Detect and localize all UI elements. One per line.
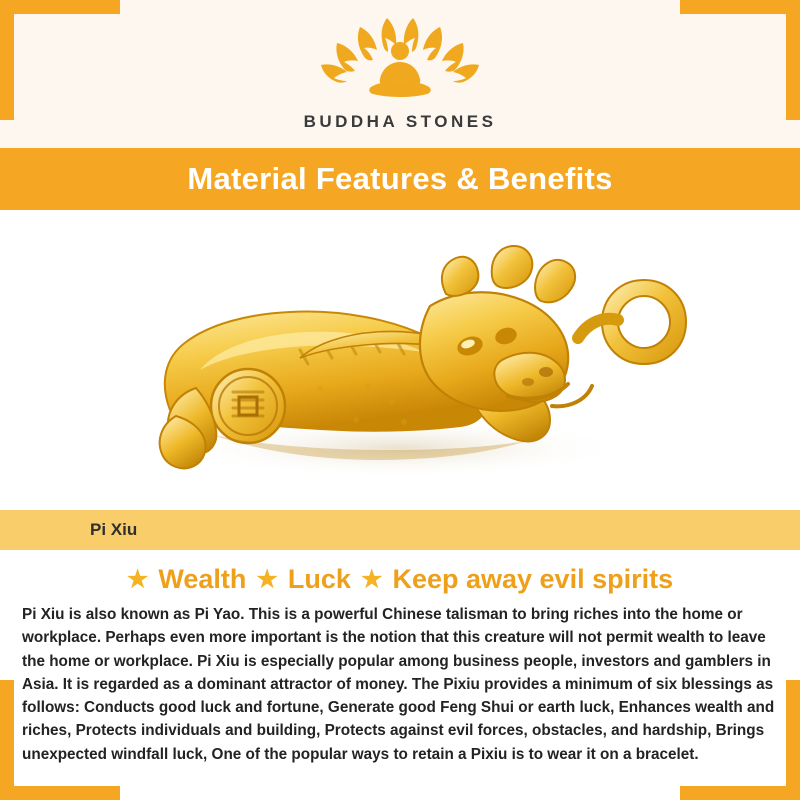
benefit-item-luck: Luck [287,564,351,594]
brand-name: BUDDHA STONES [303,112,497,131]
star-icon: ★ [256,565,278,593]
product-label-band [0,510,800,550]
corner-frame-bottom-left [0,680,120,800]
corner-frame-bottom-right [680,680,800,800]
benefit-item-evil-spirits: Keep away evil spirits [392,564,674,594]
star-icon: ★ [126,565,149,593]
golden-pixiu-pendant-image [0,210,800,510]
star-icon: ★ [360,565,383,593]
description-text: Pi Xiu is also known as Pi Yao. This is a powerful Chinese talisman to bring riches into the home or workplace. Perhaps even more important is the notion that this creature will not permit wealth to leave the home or workplace. Pi Xiu is especially popular among business people, investors and gamblers in Asia. It is regarded as a dominant attractor of money. The Pixiu provides a minimum of six blessings as follows: Conducts good luck and fortune, Generate good Feng Shui or earth luck, Enhances wealth and riches, Protects individuals and building, Protects against evil forces, obstacles, and hardship, Brings unexpected windfall luck, One of the popular ways to retain a Pixiu is to wear it on a bracelet. [22,606,775,763]
benefit-item-wealth: Wealth [158,564,247,594]
title-banner-wrap [34,148,766,210]
title-banner [34,148,766,210]
product-label: Pi Xiu [90,520,138,539]
lotus-buddha-meditation-icon [315,18,485,110]
corner-frame-top-left [0,0,120,120]
page-title: Material Features & Benefits [187,161,613,196]
corner-frame-top-right [680,0,800,120]
benefits-row [22,564,778,595]
product-image-area [0,210,800,510]
